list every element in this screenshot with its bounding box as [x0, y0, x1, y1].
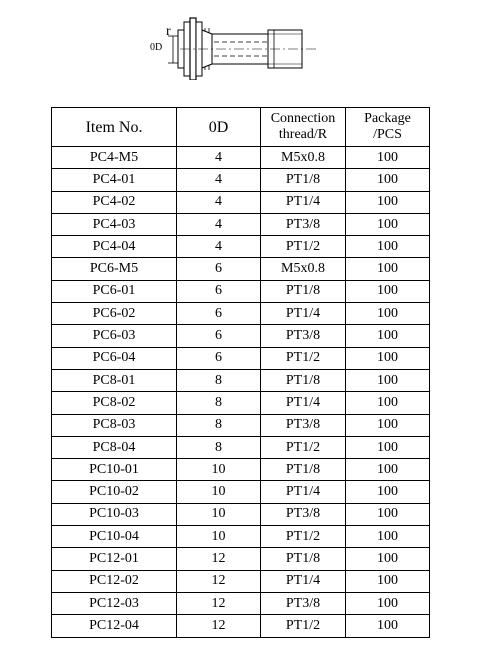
cell-item: PC8-01	[52, 369, 177, 391]
specification-table	[51, 107, 430, 638]
table-row	[52, 191, 430, 213]
cell-od: 8	[177, 436, 261, 458]
cell-thread: PT1/8	[261, 369, 346, 391]
cell-item: PC10-03	[52, 503, 177, 525]
cell-package: 100	[346, 414, 430, 436]
cell-thread: PT3/8	[261, 414, 346, 436]
cell-od: 12	[177, 548, 261, 570]
table-row	[52, 459, 430, 481]
cell-item: PC8-02	[52, 392, 177, 414]
table-row	[52, 169, 430, 191]
footer-clipped-text	[0, 661, 230, 667]
table-row	[52, 325, 430, 347]
cell-thread: M5x0.8	[261, 147, 346, 169]
cell-item: PC12-03	[52, 592, 177, 614]
cell-package: 100	[346, 570, 430, 592]
table-row	[52, 548, 430, 570]
cell-od: 8	[177, 414, 261, 436]
fitting-drawing	[140, 8, 320, 80]
cell-thread: PT1/2	[261, 526, 346, 548]
table-row	[52, 503, 430, 525]
cell-od: 12	[177, 570, 261, 592]
cell-package: 100	[346, 436, 430, 458]
cell-od: 12	[177, 615, 261, 637]
cell-od: 8	[177, 369, 261, 391]
cell-od: 8	[177, 392, 261, 414]
cell-item: PC12-01	[52, 548, 177, 570]
cell-thread: PT1/2	[261, 347, 346, 369]
cell-item: PC10-04	[52, 526, 177, 548]
cell-od: 4	[177, 147, 261, 169]
cell-od: 10	[177, 481, 261, 503]
cell-package: 100	[346, 258, 430, 280]
cell-od: 6	[177, 280, 261, 302]
cell-thread: PT1/8	[261, 280, 346, 302]
cell-od: 4	[177, 213, 261, 235]
cell-od: 10	[177, 526, 261, 548]
cell-package: 100	[346, 459, 430, 481]
cell-thread: M5x0.8	[261, 258, 346, 280]
cell-od: 4	[177, 236, 261, 258]
table-row	[52, 147, 430, 169]
cell-item: PC6-04	[52, 347, 177, 369]
cell-package: 100	[346, 191, 430, 213]
cell-od: 6	[177, 303, 261, 325]
cell-package: 100	[346, 615, 430, 637]
cell-package: 100	[346, 236, 430, 258]
table-row	[52, 436, 430, 458]
cell-package: 100	[346, 147, 430, 169]
cell-item: PC4-03	[52, 213, 177, 235]
table-body	[52, 147, 430, 638]
cell-item: PC8-04	[52, 436, 177, 458]
cell-od: 6	[177, 347, 261, 369]
header-od: 0D	[177, 108, 261, 147]
cell-thread: PT3/8	[261, 503, 346, 525]
header-thread-line1: Connection	[270, 111, 336, 126]
cell-item: PC4-02	[52, 191, 177, 213]
cell-package: 100	[346, 169, 430, 191]
table-row	[52, 481, 430, 503]
cell-thread: PT3/8	[261, 325, 346, 347]
cell-thread: PT1/2	[261, 236, 346, 258]
cell-item: PC12-02	[52, 570, 177, 592]
cell-item: PC4-01	[52, 169, 177, 191]
cell-thread: PT3/8	[261, 213, 346, 235]
table-row	[52, 414, 430, 436]
fitting-drawing-svg	[140, 8, 320, 80]
table-row	[52, 280, 430, 302]
cell-od: 10	[177, 503, 261, 525]
table-row	[52, 213, 430, 235]
header-package-line1: Package	[364, 111, 411, 126]
cell-package: 100	[346, 213, 430, 235]
header-item-no: Item No.	[52, 108, 177, 147]
cell-thread: PT1/4	[261, 570, 346, 592]
cell-package: 100	[346, 548, 430, 570]
cell-thread: PT1/2	[261, 615, 346, 637]
cell-package: 100	[346, 392, 430, 414]
cell-od: 6	[177, 325, 261, 347]
cell-package: 100	[346, 303, 430, 325]
cell-package: 100	[346, 325, 430, 347]
table-header	[52, 108, 430, 147]
table-row	[52, 347, 430, 369]
drawing-label-od: 0D	[150, 42, 163, 53]
table-row	[52, 570, 430, 592]
cell-od: 10	[177, 459, 261, 481]
cell-item: PC4-M5	[52, 147, 177, 169]
cell-item: PC10-02	[52, 481, 177, 503]
table-row	[52, 526, 430, 548]
cell-package: 100	[346, 369, 430, 391]
header-package	[346, 108, 430, 147]
table-row	[52, 592, 430, 614]
drawing-label-r: r	[166, 24, 171, 39]
cell-package: 100	[346, 592, 430, 614]
cell-thread: PT3/8	[261, 592, 346, 614]
cell-item: PC4-04	[52, 236, 177, 258]
header-thread-line2: thread/R	[278, 127, 328, 142]
table-row	[52, 392, 430, 414]
cell-od: 4	[177, 191, 261, 213]
cell-item: PC6-01	[52, 280, 177, 302]
cell-thread: PT1/4	[261, 191, 346, 213]
cell-od: 12	[177, 592, 261, 614]
cell-thread: PT1/8	[261, 459, 346, 481]
cell-thread: PT1/2	[261, 436, 346, 458]
cell-item: PC6-03	[52, 325, 177, 347]
cell-package: 100	[346, 503, 430, 525]
table-row	[52, 303, 430, 325]
table-row	[52, 258, 430, 280]
cell-item: PC8-03	[52, 414, 177, 436]
header-row	[52, 108, 430, 147]
table-row	[52, 615, 430, 637]
cell-thread: PT1/8	[261, 169, 346, 191]
cell-od: 4	[177, 169, 261, 191]
cell-thread: PT1/4	[261, 481, 346, 503]
cell-item: PC6-M5	[52, 258, 177, 280]
cell-package: 100	[346, 347, 430, 369]
cell-package: 100	[346, 481, 430, 503]
cell-item: PC10-01	[52, 459, 177, 481]
header-package-line2: /PCS	[373, 127, 402, 142]
cell-package: 100	[346, 280, 430, 302]
cell-thread: PT1/4	[261, 392, 346, 414]
table-row	[52, 236, 430, 258]
cell-thread: PT1/4	[261, 303, 346, 325]
cell-item: PC12-04	[52, 615, 177, 637]
cell-package: 100	[346, 526, 430, 548]
cell-item: PC6-02	[52, 303, 177, 325]
header-connection-thread	[261, 108, 346, 147]
cell-od: 6	[177, 258, 261, 280]
table-row	[52, 369, 430, 391]
cell-thread: PT1/8	[261, 548, 346, 570]
